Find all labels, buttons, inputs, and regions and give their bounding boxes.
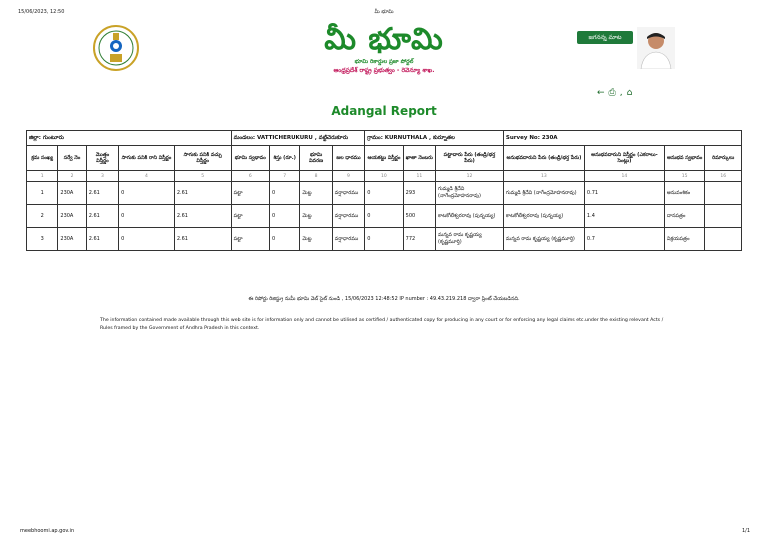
- survey-cell: Survey No: 230A: [503, 131, 741, 146]
- total-extent-cell: 2.61: [86, 205, 118, 228]
- mandal-cell: మండలం: VATTICHERUKURU , వట్టిచెరుకూరు: [231, 131, 365, 146]
- column-header: భూమి స్వభావం: [231, 146, 269, 171]
- total-extent-cell: 2.61: [86, 182, 118, 205]
- action-icons: [597, 88, 632, 98]
- back-arrow-icon[interactable]: ←: [597, 88, 605, 98]
- page-number: 1/1: [742, 528, 751, 534]
- land-nature-cell: పట్టా: [231, 228, 269, 251]
- table-row: [27, 228, 742, 251]
- land-type-cell: మెట్ట: [300, 228, 332, 251]
- print-icon[interactable]: ⎙: [608, 88, 616, 98]
- column-header: జల ధారము: [332, 146, 364, 171]
- column-header: పట్టాదారు పేరు (తండ్రి/భర్త పేరు): [436, 146, 504, 171]
- column-number: 10: [365, 171, 403, 182]
- column-number: 14: [584, 171, 664, 182]
- jagananna-mata-button[interactable]: జగనన్న మాట: [577, 31, 633, 44]
- column-number: 13: [503, 171, 584, 182]
- column-number: 16: [705, 171, 742, 182]
- occupancy-nature-cell: అనువంశికం: [664, 182, 705, 205]
- land-type-cell: మెట్ట: [300, 182, 332, 205]
- khata-cell: 293: [403, 182, 435, 205]
- occupant-cell: మన్నవ రామ కృష్ణయ్య (కృష్ణమూర్తి): [503, 228, 584, 251]
- survey-no-cell: 230A: [58, 182, 86, 205]
- survey-no-cell: 230A: [58, 205, 86, 228]
- cultivable-cell: 2.61: [174, 228, 231, 251]
- occupant-extent-cell: 1.4: [584, 205, 664, 228]
- occupancy-nature-cell: విక్రయపత్రం: [664, 228, 705, 251]
- disclaimer-text: The information contained made available through this web site is for information only and cannot be utilised as certified / authenticated copy for producing in any court or for enforcing any legal claims etc.under the existing relevant Acts / Rules framed by the Government of Andhra Pradesh in this context.: [100, 318, 664, 331]
- government-line: ఆంధ్రప్రదేశ్ రాష్ట్ర ప్రభుత్వం - రెవెన్యూ శాఖ.: [333, 67, 435, 74]
- occupant-cell: కాటకోటేశ్వరరావు (పున్నయ్య): [503, 205, 584, 228]
- survey-no-cell: 230A: [58, 228, 86, 251]
- uncultivable-cell: 0: [119, 205, 175, 228]
- column-header: మొత్తం విస్తీర్ణం: [86, 146, 118, 171]
- column-number: 8: [300, 171, 332, 182]
- separator-comma-icon: ,: [619, 88, 623, 98]
- column-number: 11: [403, 171, 435, 182]
- home-icon[interactable]: ⌂: [626, 88, 633, 98]
- serial-cell: 3: [27, 228, 58, 251]
- column-number: 3: [86, 171, 118, 182]
- column-header: క్రమ సంఖ్య: [27, 146, 58, 171]
- column-header: రిమార్కులు: [705, 146, 742, 171]
- site-url: meebhoomi.ap.gov.in: [20, 528, 75, 534]
- remarks-cell: [705, 205, 742, 228]
- site-subtitle: భూమి రికార్డుల ప్రజా పోర్టల్: [354, 59, 414, 65]
- column-number-row: [27, 171, 742, 182]
- column-header-row: [27, 146, 742, 171]
- column-number: 4: [119, 171, 175, 182]
- serial-cell: 1: [27, 182, 58, 205]
- occupant-extent-cell: 0.71: [584, 182, 664, 205]
- cultivable-cell: 2.61: [174, 182, 231, 205]
- column-number: 1: [27, 171, 58, 182]
- column-header: ఖాతా నెంబరు: [403, 146, 435, 171]
- occupant-cell: గుమ్మడి శ్రీదేవి (నాగేంద్రమోహనరావు): [503, 182, 584, 205]
- print-page-title: మీ భూమి: [374, 9, 394, 15]
- land-type-cell: మెట్ట: [300, 205, 332, 228]
- tax-cell: 0: [270, 228, 300, 251]
- adangal-table: [26, 130, 742, 251]
- column-header: అనుభవ స్వభావం: [664, 146, 705, 171]
- water-source-cell: వర్షాధారము: [332, 228, 364, 251]
- pattadar-cell: గుమ్మడి శ్రీదేవి (నాగేంద్రమోహనరావు): [436, 182, 504, 205]
- table-row: [27, 205, 742, 228]
- district-cell: జిల్లా: గుంటూరు: [27, 131, 232, 146]
- column-header: ఆయకట్టు విస్తీర్ణం: [365, 146, 403, 171]
- info-row: [27, 131, 742, 146]
- uncultivable-cell: 0: [119, 182, 175, 205]
- column-header: సాగుకు పనికి వచ్చు విస్తీర్ణం: [174, 146, 231, 171]
- tax-cell: 0: [270, 182, 300, 205]
- column-number: 9: [332, 171, 364, 182]
- remarks-cell: [705, 182, 742, 205]
- water-source-cell: వర్షాధారము: [332, 205, 364, 228]
- ayacut-cell: 0: [365, 228, 403, 251]
- occupant-extent-cell: 0.7: [584, 228, 664, 251]
- khata-cell: 500: [403, 205, 435, 228]
- land-nature-cell: పట్టా: [231, 182, 269, 205]
- print-datetime: 15/06/2023, 12:50: [18, 9, 65, 15]
- pattadar-cell: మన్నవ రామ కృష్ణయ్య (కృష్ణమూర్తి): [436, 228, 504, 251]
- column-header: భూమి వివరణ: [300, 146, 332, 171]
- serial-cell: 2: [27, 205, 58, 228]
- occupancy-nature-cell: దానపత్రం: [664, 205, 705, 228]
- ayacut-cell: 0: [365, 205, 403, 228]
- remarks-cell: [705, 228, 742, 251]
- column-number: 5: [174, 171, 231, 182]
- column-number: 6: [231, 171, 269, 182]
- report-title: Adangal Report: [331, 104, 437, 118]
- column-header: అనుభవదారుని విస్తీర్ణం (ఎకరాలు-సెంట్లు): [584, 146, 664, 171]
- column-number: 7: [270, 171, 300, 182]
- site-title: మీ భూమి: [324, 22, 444, 57]
- print-info-line: ఈ రిపోర్టు రిజిస్ట్రు నుమీ భూమి వెబ్ సైట్ నుండి , 15/06/2023 12:48:52 IP number : 49.43.219.218 ద్వారా ప్రింట్ చేయబడినది.: [248, 296, 520, 302]
- ayacut-cell: 0: [365, 182, 403, 205]
- table-row: [27, 182, 742, 205]
- land-nature-cell: పట్టా: [231, 205, 269, 228]
- column-number: 15: [664, 171, 705, 182]
- pattadar-cell: కాటకోటేశ్వరరావు (పున్నయ్య): [436, 205, 504, 228]
- column-header: అనుభవదారుని పేరు (తండ్రి/భర్త పేరు): [503, 146, 584, 171]
- column-number: 2: [58, 171, 86, 182]
- total-extent-cell: 2.61: [86, 228, 118, 251]
- column-header: సర్వే నెం: [58, 146, 86, 171]
- column-header: సాగుకు పనికి రాని విస్తీర్ణం: [119, 146, 175, 171]
- cultivable-cell: 2.61: [174, 205, 231, 228]
- khata-cell: 772: [403, 228, 435, 251]
- uncultivable-cell: 0: [119, 228, 175, 251]
- column-number: 12: [436, 171, 504, 182]
- column-header: శిస్తు (రూ.): [270, 146, 300, 171]
- avatar: [637, 27, 675, 69]
- tax-cell: 0: [270, 205, 300, 228]
- water-source-cell: వర్షాధారము: [332, 182, 364, 205]
- village-cell: గ్రామం: KURNUTHALA , కుర్నూతల: [365, 131, 504, 146]
